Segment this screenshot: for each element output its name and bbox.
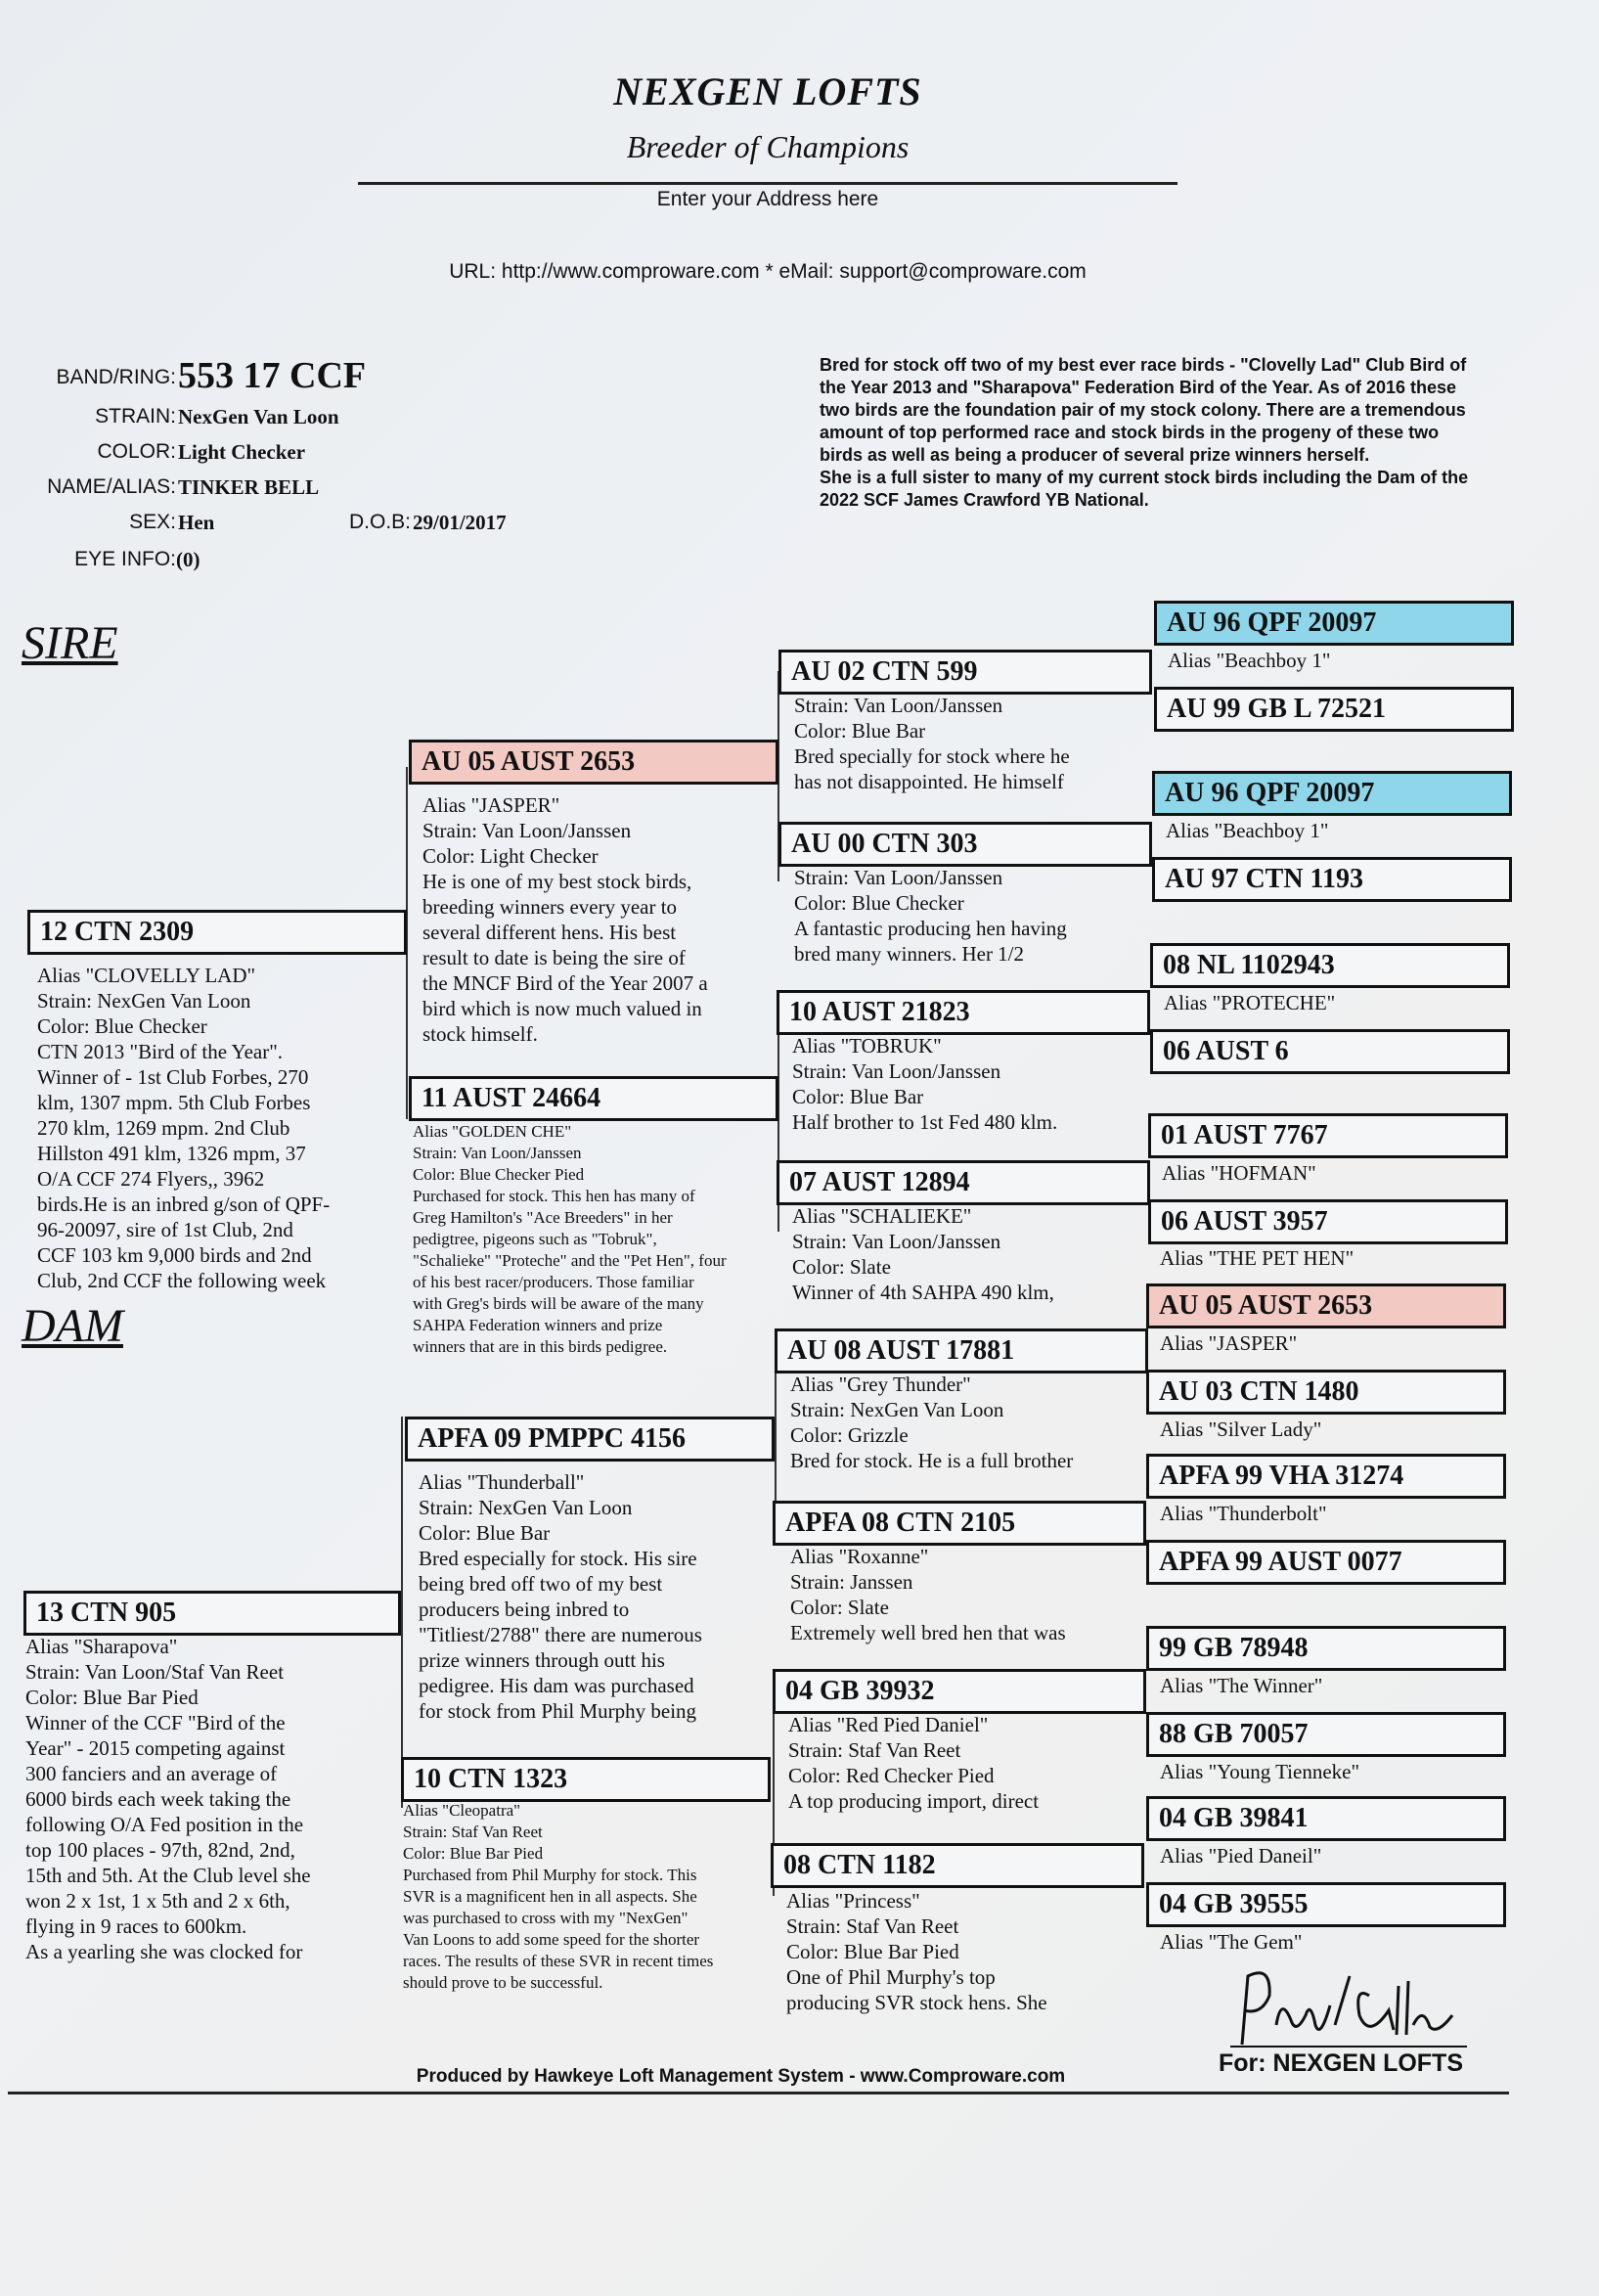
gen3-info: Strain: Van Loon/Janssen Color: Blue Checker A fantastic producing hen having bred many winners. Her 1/2 bbox=[794, 866, 1067, 966]
name-label: NAME/ALIAS: bbox=[47, 475, 176, 498]
sex-label: SEX: bbox=[129, 511, 176, 533]
gen4-band-box: 88 GB 70057 bbox=[1146, 1712, 1506, 1757]
gen3-info: Strain: Van Loon/Janssen Color: Blue Bar Bred specially for stock where he has not disappointed. He himself bbox=[794, 694, 1070, 793]
description-paragraph: Bred for stock off two of my best ever race birds - "Clovelly Lad" Club Bird of the Year 2013 and "Sharapova" Federation Bird of the Year. As of 2016 these two birds are the foundation pair of my stock colony. There are a tremendous amount of top performed race and stock birds in the progeny of these two birds as well as being a producer of several prize winners herself. bbox=[820, 355, 1467, 465]
gen3-info: Alias "Grey Thunder" Strain: NexGen Van Loon Color: Grizzle Bred for stock. He is a full brother bbox=[790, 1373, 1074, 1472]
gen4-alias: Alias "Pied Daneil" bbox=[1160, 1844, 1322, 1868]
gen4-band-box: APFA 99 VHA 31274 bbox=[1146, 1454, 1506, 1499]
sex-value: Hen bbox=[178, 511, 215, 534]
gen4-alias: Alias "Silver Lady" bbox=[1160, 1418, 1322, 1441]
gen3-band-box: 08 CTN 1182 bbox=[771, 1843, 1144, 1888]
gen3-band-box: AU 02 CTN 599 bbox=[778, 650, 1152, 695]
gen4-alias: Alias "Beachboy 1" bbox=[1168, 649, 1331, 672]
gen4-band-box: 06 AUST 6 bbox=[1150, 1029, 1510, 1074]
dam-band-box: 13 CTN 905 bbox=[23, 1591, 401, 1636]
sire-dam-band-box: 11 AUST 24664 bbox=[409, 1076, 778, 1121]
gen3-band-box: 07 AUST 12894 bbox=[777, 1160, 1150, 1205]
gen4-alias: Alias "HOFMAN" bbox=[1162, 1161, 1316, 1185]
gen4-band-box: AU 03 CTN 1480 bbox=[1146, 1370, 1506, 1415]
strain-value: NexGen Van Loon bbox=[178, 405, 339, 428]
signature-caption: For: NEXGEN LOFTS bbox=[1219, 2049, 1463, 2077]
gen4-band-box: AU 96 QPF 20097 bbox=[1154, 601, 1514, 646]
gen4-band-box: 04 GB 39555 bbox=[1146, 1882, 1506, 1927]
gen3-info: Alias "Roxanne" Strain: Janssen Color: Slate Extremely well bred hen that was bbox=[790, 1545, 1066, 1644]
dam-info: Alias "Sharapova" Strain: Van Loon/Staf Van Reet Color: Blue Bar Pied Winner of the CCF "Bird of the Year" - 2015 competing against 300 fanciers and an average of 6000 birds each week taking the following O/A Fed position in the top 100 places - 97th, 82nd, 2nd, 15th and 5th. At the Club level she won 2 x 1st, 1 x 5th and 2 x 6th, flying in 9 races to 600km. As a yearling she was clocked for bbox=[25, 1635, 311, 1963]
loft-title: NEXGEN LOFTS bbox=[613, 69, 922, 113]
gen3-band-box: APFA 08 CTN 2105 bbox=[773, 1501, 1146, 1546]
gen4-alias: Alias "The Gem" bbox=[1160, 1930, 1303, 1954]
eye-value: (0) bbox=[176, 548, 200, 571]
color-label: COLOR: bbox=[97, 440, 176, 463]
sire-info: Alias "CLOVELLY LAD" Strain: NexGen Van Loon Color: Blue Checker CTN 2013 "Bird of the Year". Winner of - 1st Club Forbes, 270 klm, 1307 mpm. 5th Club Forbes 270 klm, 1269 mpm. 2nd Club Hillston 491 klm, 1326 mpm, 37 O/A CCF 274 Flyers,, 3962 birds.He is an inbred g/son of QPF- 96-20097, sire of 1st Club, 2nd CCF 103 km 9,000 birds and 2nd Club, 2nd CCF the following week bbox=[37, 964, 331, 1292]
color-value: Light Checker bbox=[178, 440, 306, 464]
loft-address: Enter your Address here bbox=[656, 188, 879, 210]
sire-band-box: 12 CTN 2309 bbox=[27, 910, 407, 955]
gen3-band-box: AU 08 AUST 17881 bbox=[775, 1328, 1148, 1373]
gen4-band-box: 08 NL 1102943 bbox=[1150, 943, 1510, 988]
eye-label: EYE INFO: bbox=[74, 548, 176, 570]
gen4-alias: Alias "Beachboy 1" bbox=[1166, 819, 1329, 842]
sire-dam-info: Alias "GOLDEN CHE" Strain: Van Loon/Janssen Color: Blue Checker Pied Purchased for stock. This hen has many of Greg Hamilton's "Ace Breeders" in her pedigtree, pigeons such as "Tobruk", "Schalieke" "Proteche" and the "Pet Hen", four of his best racer/producers. Those familiar with Greg's birds will be aware of the many SAHPA Federation winners and prize winners that are in this birds pedigree. bbox=[413, 1122, 727, 1356]
dam-section-label: DAM bbox=[22, 1300, 123, 1352]
gen4-band-box: AU 99 GB L 72521 bbox=[1154, 687, 1514, 732]
gen3-info: Alias "SCHALIEKE" Strain: Van Loon/Janssen Color: Slate Winner of 4th SAHPA 490 klm, bbox=[792, 1204, 1054, 1304]
produced-by-footer: Produced by Hawkeye Loft Management System - www.Comproware.com bbox=[416, 2066, 1066, 2087]
description-paragraph: She is a full sister to many of my current stock birds including the Dam of the 2022 SCF James Crawford YB National. bbox=[820, 468, 1469, 510]
bird-description bbox=[820, 354, 1485, 512]
gen4-alias: Alias "PROTECHE" bbox=[1164, 991, 1336, 1014]
gen4-band-box: AU 96 QPF 20097 bbox=[1152, 771, 1512, 816]
strain-label: STRAIN: bbox=[95, 405, 176, 428]
gen3-info: Alias "Princess" Strain: Staf Van Reet Color: Blue Bar Pied One of Phil Murphy's top producing SVR stock hens. She bbox=[786, 1889, 1047, 2014]
dob-label: D.O.B: bbox=[348, 511, 411, 533]
gen4-alias: Alias "The Winner" bbox=[1160, 1674, 1323, 1697]
header-divider bbox=[358, 182, 1177, 185]
band-label: BAND/RING: bbox=[56, 366, 176, 388]
signature-image bbox=[1222, 1957, 1477, 2054]
dam-dam-info: Alias "Cleopatra" Strain: Staf Van Reet Color: Blue Bar Pied Purchased from Phil Murphy for stock. This SVR is a magnificent hen in all aspects. She was purchased to cross with my "NexGen" Van Loons to add some speed for the shorter races. The results of these SVR in recent times should prove to be successful. bbox=[403, 1801, 714, 1992]
dam-dam-band-box: 10 CTN 1323 bbox=[401, 1757, 771, 1802]
gen3-band-box: 10 AUST 21823 bbox=[777, 990, 1150, 1035]
connector-line bbox=[401, 1417, 403, 1808]
gen4-alias: Alias "Thunderbolt" bbox=[1160, 1502, 1327, 1525]
gen4-band-box: 04 GB 39841 bbox=[1146, 1796, 1506, 1841]
sire-sire-info: Alias "JASPER" Strain: Van Loon/Janssen Color: Light Checker He is one of my best stock birds, breeding winners every year to several different hens. His best result to date is being the sire of the MNCF Bird of the Year 2007 a bird which is now much valued in stock himself. bbox=[422, 793, 708, 1046]
name-value: TINKER BELL bbox=[178, 475, 320, 499]
gen3-info: Alias "Red Pied Daniel" Strain: Staf Van Reet Color: Red Checker Pied A top producing import, direct bbox=[788, 1713, 1040, 1813]
gen4-band-box: 06 AUST 3957 bbox=[1148, 1199, 1508, 1244]
sire-section-label: SIRE bbox=[22, 617, 118, 669]
gen3-info: Alias "TOBRUK" Strain: Van Loon/Janssen Color: Blue Bar Half brother to 1st Fed 480 klm. bbox=[792, 1034, 1058, 1134]
gen4-alias: Alias "THE PET HEN" bbox=[1160, 1246, 1355, 1270]
gen4-alias: Alias "Young Tienneke" bbox=[1160, 1760, 1360, 1783]
dob-value: 29/01/2017 bbox=[413, 511, 507, 534]
gen3-band-box: AU 00 CTN 303 bbox=[778, 822, 1152, 867]
gen4-band-box: 01 AUST 7767 bbox=[1148, 1113, 1508, 1158]
dam-sire-band-box: APFA 09 PMPPC 4156 bbox=[405, 1417, 775, 1462]
gen4-band-box: AU 05 AUST 2653 bbox=[1146, 1283, 1506, 1328]
loft-subtitle: Breeder of Champions bbox=[626, 129, 910, 164]
gen4-band-box: APFA 99 AUST 0077 bbox=[1146, 1540, 1506, 1585]
sire-sire-band-box: AU 05 AUST 2653 bbox=[409, 740, 778, 785]
band-value: 553 17 CCF bbox=[178, 355, 367, 396]
loft-contact: URL: http://www.comproware.com * eMail: support@comproware.com bbox=[449, 260, 1087, 283]
gen4-alias: Alias "JASPER" bbox=[1160, 1331, 1298, 1355]
dam-sire-info: Alias "Thunderball" Strain: NexGen Van Loon Color: Blue Bar Bred especially for stock. His sire being bred off two of my best producers being inbred to "Titliest/2788" there are numerous prize winners through outt his pedigree. His dam was purchased for stock from Phil Murphy being bbox=[419, 1470, 702, 1723]
gen4-band-box: 99 GB 78948 bbox=[1146, 1626, 1506, 1671]
gen4-band-box: AU 97 CTN 1193 bbox=[1152, 857, 1512, 902]
gen3-band-box: 04 GB 39932 bbox=[773, 1669, 1146, 1714]
footer-divider bbox=[8, 2092, 1509, 2094]
